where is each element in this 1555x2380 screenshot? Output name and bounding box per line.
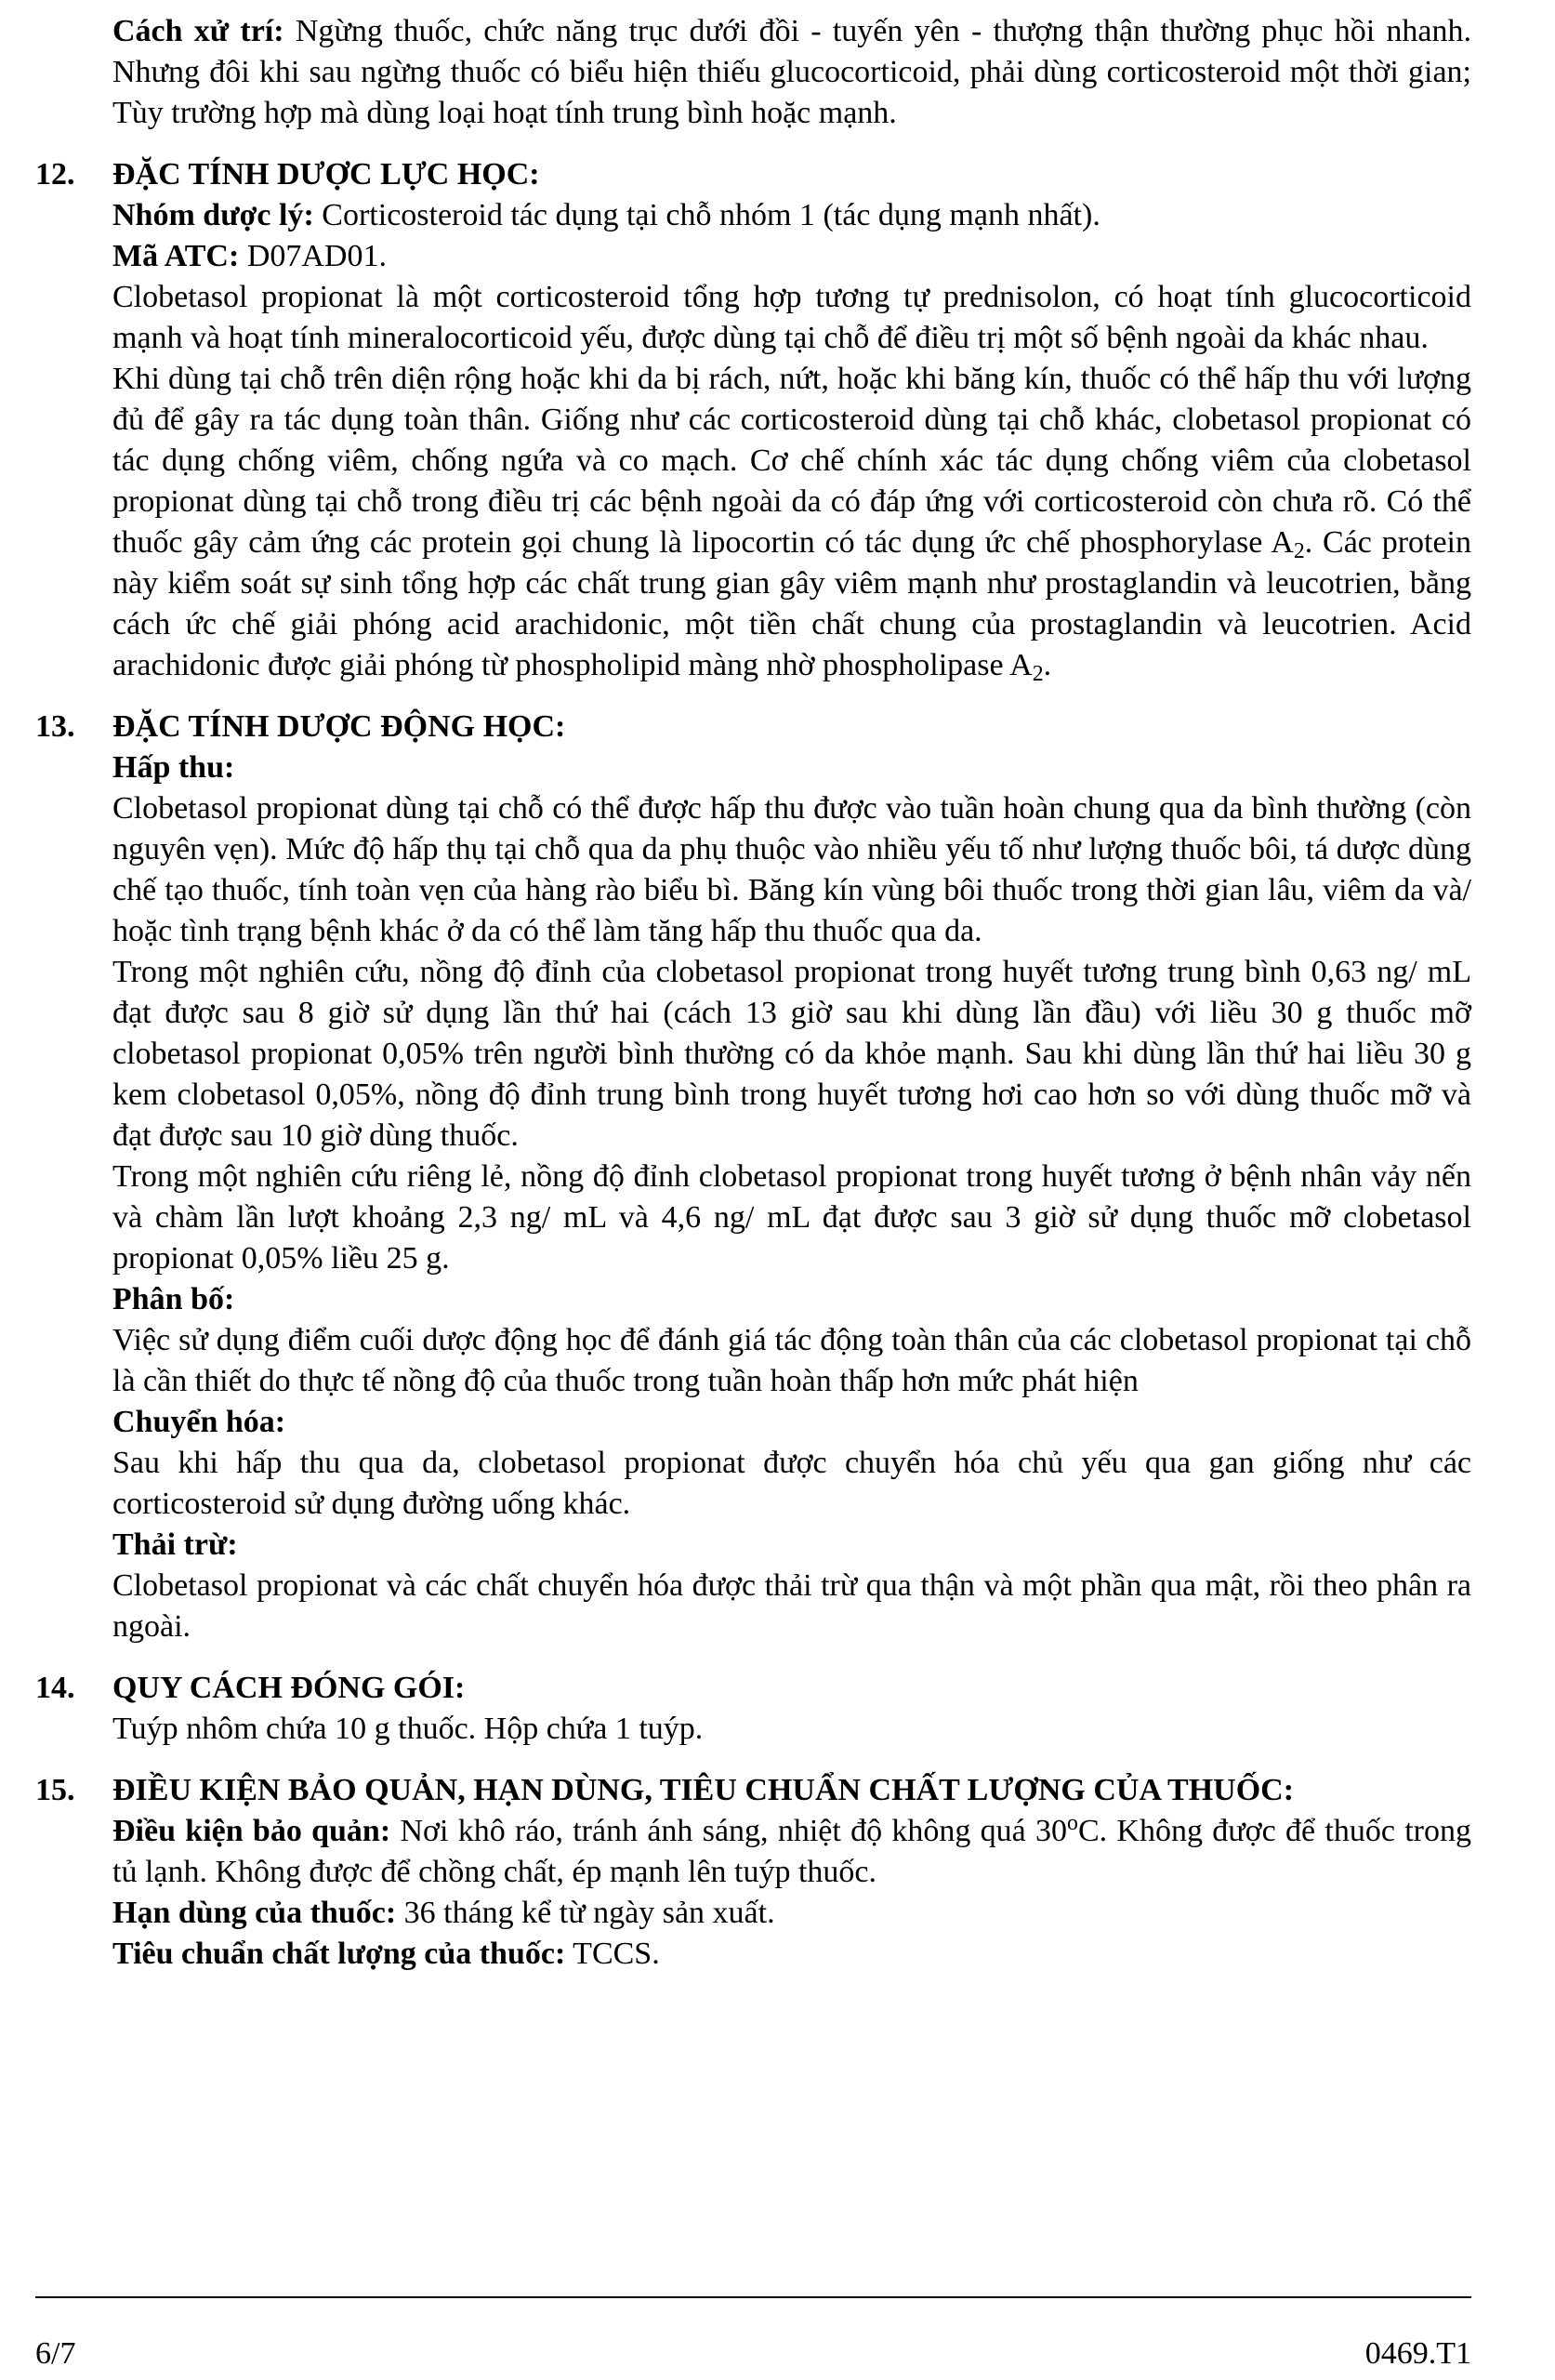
pharmacodynamics-paragraph-2 [112, 359, 1471, 686]
section-14 [35, 1668, 1471, 1750]
distribution-paragraph: Việc sử dụng điểm cuối dược động học để đánh giá tác động toàn thân của các clobetasol propionat tại chỗ là cần thiết do thực tế nồng độ của thuốc trong tuần hoàn thấp hơn mức phát hiện [112, 1323, 1471, 1398]
metabolism-paragraph: Sau khi hấp thu qua da, clobetasol propionat được chuyển hóa chủ yếu qua gan giống như các corticosteroid sử dụng đường uống khác. [112, 1446, 1471, 1521]
section-12-number: 12. [35, 157, 75, 192]
degree-superscript: o [1067, 1811, 1078, 1835]
distribution-heading: Phân bố: [112, 1282, 235, 1316]
excretion-heading: Thải trừ: [112, 1527, 238, 1562]
shelf-life [112, 1893, 1471, 1934]
section-12-heading [35, 154, 1471, 195]
page-number: 6/7 [35, 2336, 76, 2371]
management-label: Cách xử trí: [112, 14, 284, 48]
management-block [112, 11, 1471, 134]
quality-standard-label: Tiêu chuẩn chất lượng của thuốc: [112, 1937, 566, 1971]
section-14-heading [35, 1668, 1471, 1709]
quality-standard [112, 1934, 1471, 1975]
section-12 [35, 154, 1471, 686]
pharmacologic-group-text: Corticosteroid tác dụng tại chỗ nhóm 1 (tác dụng mạnh nhất). [313, 198, 1100, 232]
section-12-title: ĐẶC TÍNH DƯỢC LỰC HỌC: [112, 157, 540, 192]
absorption-paragraph-2: Trong một nghiên cứu, nồng độ đỉnh của clobetasol propionat trong huyết tương trung bình 0,63 ng/ mL đạt được sau 8 giờ sử dụng lần thứ hai (cách 13 giờ sau khi dùng lần đầu) với liều 30 g thuốc mỡ clobetasol propionat 0,05% trên người bình thường có da khỏe mạnh. Sau khi dùng lần thứ hai liều 30 g kem clobetasol 0,05%, nồng độ đỉnh trung bình trong huyết tương hơi cao hơn so với dùng thuốc mỡ và đạt được sau 10 giờ dùng thuốc. [112, 955, 1471, 1153]
absorption-paragraph-1: Clobetasol propionat dùng tại chỗ có thể được hấp thu được vào tuần hoàn chung qua da bình thường (còn nguyên vẹn). Mức độ hấp thụ tại chỗ qua da phụ thuộc vào nhiều yếu tố như lượng thuốc bôi, tá dược dùng chế tạo thuốc, tính toàn vẹn của hàng rào biểu bì. Băng kín vùng bôi thuốc trong thời gian lâu, viêm da và/ hoặc tình trạng bệnh khác ở da có thể làm tăng hấp thu thuốc qua da. [112, 791, 1471, 948]
atc-code-text: D07AD01. [239, 239, 387, 273]
absorption-paragraph-3: Trong một nghiên cứu riêng lẻ, nồng độ đỉnh clobetasol propionat trong huyết tương ở bệnh nhân vảy nến và chàm lần lượt khoảng 2,3 ng/ mL và 4,6 ng/ mL đạt được sau 3 giờ sử dụng thuốc mỡ clobetasol propionat 0,05% liều 25 g. [112, 1159, 1471, 1276]
pd-p2-part-c: . [1043, 648, 1052, 682]
excretion-paragraph: Clobetasol propionat và các chất chuyển hóa được thải trừ qua thận và một phần qua mật, rồi theo phân ra ngoài. [112, 1568, 1471, 1644]
pharmacologic-group [112, 195, 1471, 236]
section-15 [35, 1770, 1471, 1975]
quality-standard-text: TCCS. [565, 1937, 660, 1971]
pharmacologic-group-label: Nhóm dược lý: [112, 198, 314, 232]
absorption-heading: Hấp thu: [112, 750, 235, 785]
atc-code [112, 236, 1471, 277]
section-13-body [112, 747, 1471, 1647]
metabolism-heading: Chuyển hóa: [112, 1405, 286, 1439]
footer-divider [35, 2296, 1471, 2298]
section-15-body [112, 1811, 1471, 1975]
storage-text-a: Nơi khô ráo, tránh ánh sáng, nhiệt độ không quá 30 [390, 1814, 1068, 1848]
section-12-body [112, 195, 1471, 686]
shelf-life-label: Hạn dùng của thuốc: [112, 1896, 397, 1930]
section-14-number: 14. [35, 1671, 75, 1705]
storage-conditions [112, 1811, 1471, 1893]
pharmacodynamics-paragraph-1: Clobetasol propionat là một corticosteroid tổng hợp tương tự prednisolon, có hoạt tính glucocorticoid mạnh và hoạt tính mineralocorticoid yếu, được dùng tại chỗ để điều trị một số bệnh ngoài da khác nhau. [112, 280, 1471, 355]
section-13 [35, 707, 1471, 1647]
section-15-number: 15. [35, 1773, 75, 1807]
section-15-heading [35, 1770, 1471, 1811]
section-13-number: 13. [35, 709, 75, 744]
pd-p2-subscript-1: 2 [1293, 539, 1305, 563]
document-content [35, 11, 1471, 1975]
pd-p2-subscript-2: 2 [1032, 662, 1044, 686]
management-text: Ngừng thuốc, chức năng trục dưới đồi - tuyến yên - thượng thận thường phục hồi nhanh. Nhưng đôi khi sau ngừng thuốc có biểu hiện thiếu glucocorticoid, phải dùng corticosteroid một thời gian; Tùy trường hợp mà dùng loại hoạt tính trung bình hoặc mạnh. [112, 14, 1472, 130]
storage-text-b: C. Không được để thuốc trong tủ lạnh. Không được để chồng chất, ép mạnh lên tuýp thuốc. [112, 1814, 1471, 1889]
page-footer [35, 2335, 1471, 2373]
section-13-heading [35, 707, 1471, 747]
pd-p2-part-a: Khi dùng tại chỗ trên diện rộng hoặc khi da bị rách, nứt, hoặc khi băng kín, thuốc có thể hấp thu với lượng đủ để gây ra tác dụng toàn thân. Giống như các corticosteroid dùng tại chỗ khác, clobetasol propionat có tác dụng chống viêm, chống ngứa và co mạch. Cơ chế chính xác tác dụng chống viêm của clobetasol propionat dùng tại chỗ trong điều trị các bệnh ngoài da có đáp ứng với corticosteroid còn chưa rõ. Có thể thuốc gây cảm ứng các protein gọi chung là lipocortin có tác dụng ức chế phosphorylase A [112, 362, 1471, 560]
management-paragraph [112, 11, 1471, 134]
storage-label: Điều kiện bảo quản: [112, 1814, 391, 1848]
section-14-title: QUY CÁCH ĐÓNG GÓI: [112, 1671, 466, 1705]
pd-p2-part-b: . Các protein này kiểm soát sự sinh tổng hợp các chất trung gian gây viêm mạnh như prostaglandin và leucotrien, bằng cách ức chế giải phóng acid arachidonic, một tiền chất chung của prostaglandin và leucotrien. Acid arachidonic được giải phóng từ phospholipid màng nhờ phospholipase A [112, 525, 1471, 682]
atc-code-label: Mã ATC: [112, 239, 240, 273]
section-13-title: ĐẶC TÍNH DƯỢC ĐỘNG HỌC: [112, 709, 566, 744]
shelf-life-text: 36 tháng kể từ ngày sản xuất. [396, 1896, 775, 1930]
packaging-paragraph: Tuýp nhôm chứa 10 g thuốc. Hộp chứa 1 tuýp. [112, 1712, 704, 1746]
section-15-title: ĐIỀU KIỆN BẢO QUẢN, HẠN DÙNG, TIÊU CHUẨN CHẤT LƯỢNG CỦA THUỐC: [112, 1773, 1295, 1807]
section-14-body [112, 1709, 1471, 1750]
document-code: 0469.T1 [1364, 2336, 1471, 2371]
